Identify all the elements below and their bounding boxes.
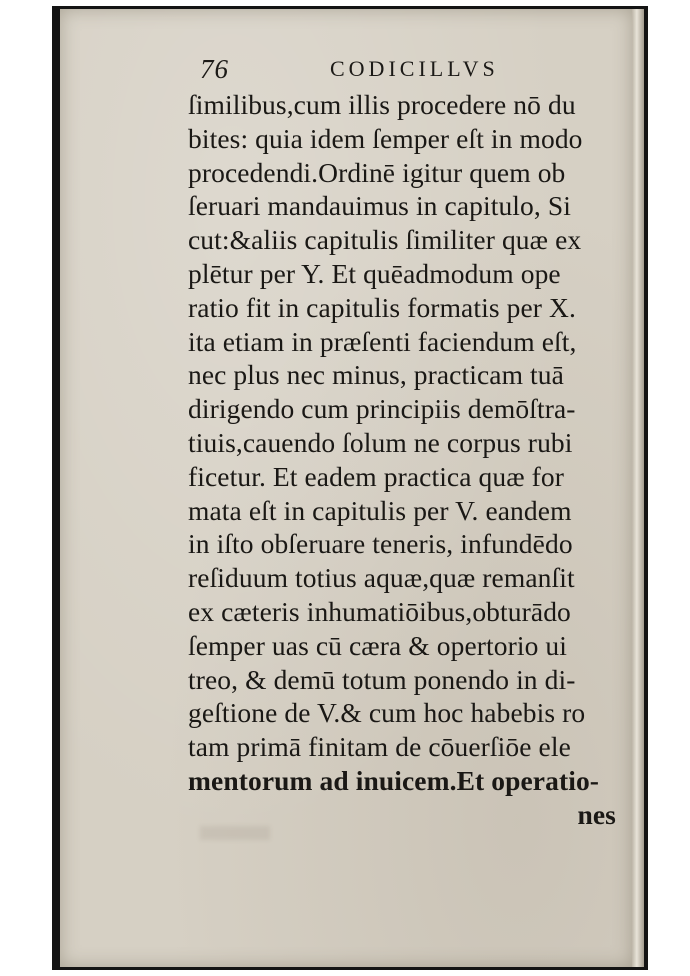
text-line: cut:&aliis capitulis ſimiliter quæ ex <box>188 224 582 256</box>
catchword: nes <box>577 798 616 830</box>
text-line: ratio fit in capitulis formatis per X. <box>188 291 576 323</box>
text-line: ſeruari mandauimus in capitulo, Si <box>188 190 571 222</box>
text-line: mentorum ad inuicem.Et operatio- <box>188 764 600 796</box>
text-line: ex cæteris inhumatiōibus,obturādo <box>188 595 571 627</box>
text-line: ita etiam in præſenti faciendum eſt, <box>188 325 577 357</box>
text-line: procedendi.Ordinē igitur quem ob <box>188 156 566 188</box>
page-number: 76 <box>200 54 229 84</box>
running-head <box>200 52 620 88</box>
text-line: ſimilibus,cum illis procedere nō du <box>188 89 576 120</box>
text-line: ſemper uas cū cæra & opertorio ui <box>188 629 568 661</box>
text-block <box>188 88 620 832</box>
text-line: reſiduum totius aquæ,quæ remanſit <box>188 562 575 594</box>
text-line: tam primā finitam de cōuerſiōe ele <box>188 731 571 763</box>
text-line: treo, & demū totum ponendo in di- <box>188 663 576 695</box>
running-title: CODICILLVS <box>330 56 499 81</box>
ink-bleed-through <box>200 826 270 840</box>
text-line: in iſto obſeruare teneris, infundēdo <box>188 528 573 560</box>
text-line: tiuis,cauendo ſolum ne corpus rubi <box>188 426 573 458</box>
text-line: bites: quia idem ſemper eſt in modo <box>188 122 583 154</box>
text-line: nec plus nec minus, practicam tuā <box>188 359 564 391</box>
text-line: mata eſt in capitulis per V. eandem <box>188 494 572 526</box>
text-line: dirigendo cum principiis demōſtra- <box>188 393 576 425</box>
page-edge <box>632 9 644 967</box>
text-line: plētur per Y. Et quēadmodum ope <box>188 257 561 289</box>
text-line: ficetur. Et eadem practica quæ for <box>188 460 565 492</box>
text-line: geſtione de V.& cum hoc habebis ro <box>188 697 586 729</box>
